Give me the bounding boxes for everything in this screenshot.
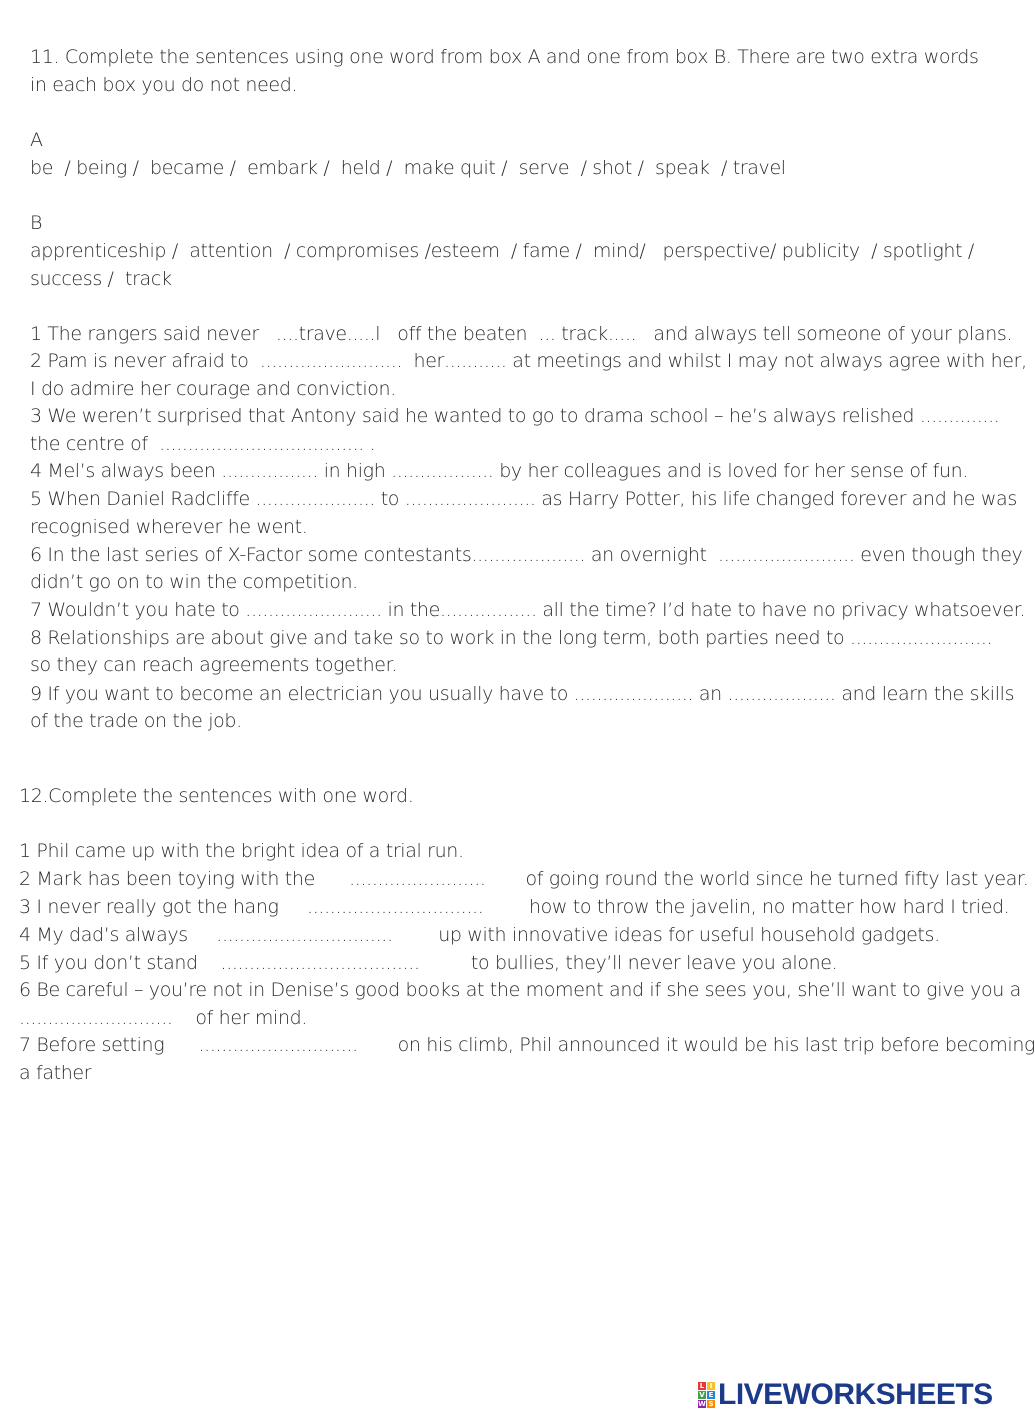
answer-blank[interactable]: .................................... . bbox=[159, 433, 376, 455]
box-a-words: be / being / became / embark / held / make quit / serve / shot / speak / travel bbox=[30, 157, 786, 179]
answer-blank[interactable]: ............................... bbox=[307, 896, 484, 918]
answer-blank[interactable]: ................................... bbox=[220, 952, 420, 974]
box-b-words-line-2: success / track bbox=[30, 268, 172, 290]
ex11-instruction-line-2: in each box you do not need. bbox=[30, 74, 298, 96]
ex12-sentence-4: 4 My dad’s always ............................... up with innovative ideas for useful household gadgets. bbox=[19, 921, 940, 949]
ex11-sentence-9: 9 If you want to become an electrician you usually have to ..................... an ................... and learn the skills bbox=[30, 680, 1014, 708]
ex11-sentence-6-cont: didn’t go on to win the competition. bbox=[30, 571, 358, 593]
answer-blank[interactable]: ................. bbox=[439, 599, 537, 621]
ex11-sentence-9-cont: of the trade on the job. bbox=[30, 710, 242, 732]
ex11-instruction-line-1: 11. Complete the sentences using one word from box A and one from box B. There are two extra words bbox=[30, 46, 979, 68]
ex11-sentence-6: 6 In the last series of X-Factor some contestants.................... an overnight ........................ even though they bbox=[30, 541, 1022, 569]
answer-blank[interactable]: ........................ bbox=[349, 868, 486, 890]
ex11-sentence-4: 4 Mel’s always been ................. in high .................. by her colleagues and is loved for her sense of fun. bbox=[30, 457, 968, 485]
answer-blank[interactable]: .............. bbox=[919, 405, 1000, 427]
ex11-sentence-2: 2 Pam is never afraid to ......................... her........... at meetings and whilst I may not always agree with her, bbox=[30, 347, 1027, 375]
brand-name: LIVEWORKSHEETS bbox=[718, 1378, 993, 1411]
answer-blank[interactable]: ....................... bbox=[404, 488, 536, 510]
ex12-sentence-3: 3 I never really got the hang ............................... how to throw the javelin, no matter how hard I tried. bbox=[19, 893, 1009, 921]
answer-blank[interactable]: ............................... bbox=[216, 924, 393, 946]
box-a-label: A bbox=[30, 129, 43, 151]
ex11-sentence-7: 7 Wouldn’t you hate to ........................ in the................. all the time? I’d hate to have no privacy whatsoever. bbox=[30, 596, 1025, 624]
answer-blank[interactable]: ................. bbox=[221, 460, 319, 482]
answer-blank[interactable]: ....trave.....l bbox=[275, 323, 381, 345]
ex12-sentence-2: 2 Mark has been toying with the ........................ of going round the world since he turned fifty last year. bbox=[19, 865, 1028, 893]
ex12-sentence-6-cont: ........................... of her mind. bbox=[19, 1004, 307, 1032]
logo-mark-icon: L I V E W S bbox=[698, 1382, 714, 1408]
answer-blank[interactable]: ................... bbox=[727, 683, 836, 705]
ex12-sentence-6: 6 Be careful – you’re not in Denise’s good books at the moment and if she sees you, she’ll want to give you a bbox=[19, 979, 1021, 1001]
ex12-sentence-1: 1 Phil came up with the bright idea of a trial run. bbox=[19, 840, 464, 862]
answer-blank[interactable]: ........................ bbox=[245, 599, 382, 621]
box-b-words-line-1: apprenticeship / attention / compromises /esteem / fame / mind/ perspective/ publicity / spotlight / bbox=[30, 240, 974, 262]
answer-blank[interactable]: ......................... bbox=[259, 350, 403, 372]
answer-blank[interactable]: ........... bbox=[444, 350, 507, 372]
ex12-sentence-7: 7 Before setting ............................ on his climb, Phil announced it would be his last trip before becoming bbox=[19, 1031, 1035, 1059]
answer-blank[interactable]: ... track..... bbox=[538, 323, 637, 345]
ex11-sentence-3: 3 We weren’t surprised that Antony said he wanted to go to drama school – he’s always relished .............. bbox=[30, 402, 1000, 430]
answer-blank[interactable]: .................... bbox=[471, 544, 586, 566]
ex11-sentence-5-cont: recognised wherever he went. bbox=[30, 516, 308, 538]
answer-blank[interactable]: ......................... bbox=[850, 627, 993, 649]
ex11-sentence-5: 5 When Daniel Radcliffe ..................... to ....................... as Harry Potter, his life changed forever and he was bbox=[30, 485, 1017, 513]
ex11-sentence-2-cont: I do admire her courage and conviction. bbox=[30, 378, 396, 400]
answer-blank[interactable]: ..................... bbox=[255, 488, 376, 510]
liveworksheets-logo bbox=[698, 1378, 993, 1412]
ex12-sentence-5: 5 If you don’t stand ................................... to bullies, they’ll never leave you alone. bbox=[19, 949, 837, 977]
answer-blank[interactable]: ............................ bbox=[198, 1034, 358, 1056]
ex11-sentence-8: 8 Relationships are about give and take so to work in the long term, both parties need to ......................... bbox=[30, 624, 992, 652]
answer-blank[interactable]: ........................ bbox=[718, 544, 855, 566]
ex12-sentence-7-cont: a father bbox=[19, 1062, 92, 1084]
answer-blank[interactable]: ..................... bbox=[573, 683, 694, 705]
ex11-sentence-3-cont: the centre of .................................... . bbox=[30, 430, 375, 458]
answer-blank[interactable]: .................. bbox=[391, 460, 494, 482]
ex11-sentence-1: 1 The rangers said never ....trave.....l off the beaten ... track..... and always tell someone of your plans. bbox=[30, 320, 1012, 348]
ex11-sentence-8-cont: so they can reach agreements together. bbox=[30, 654, 398, 676]
box-b-label: B bbox=[30, 212, 43, 234]
answer-blank[interactable]: ........................... bbox=[19, 1007, 173, 1029]
ex12-instruction: 12.Complete the sentences with one word. bbox=[19, 785, 414, 807]
